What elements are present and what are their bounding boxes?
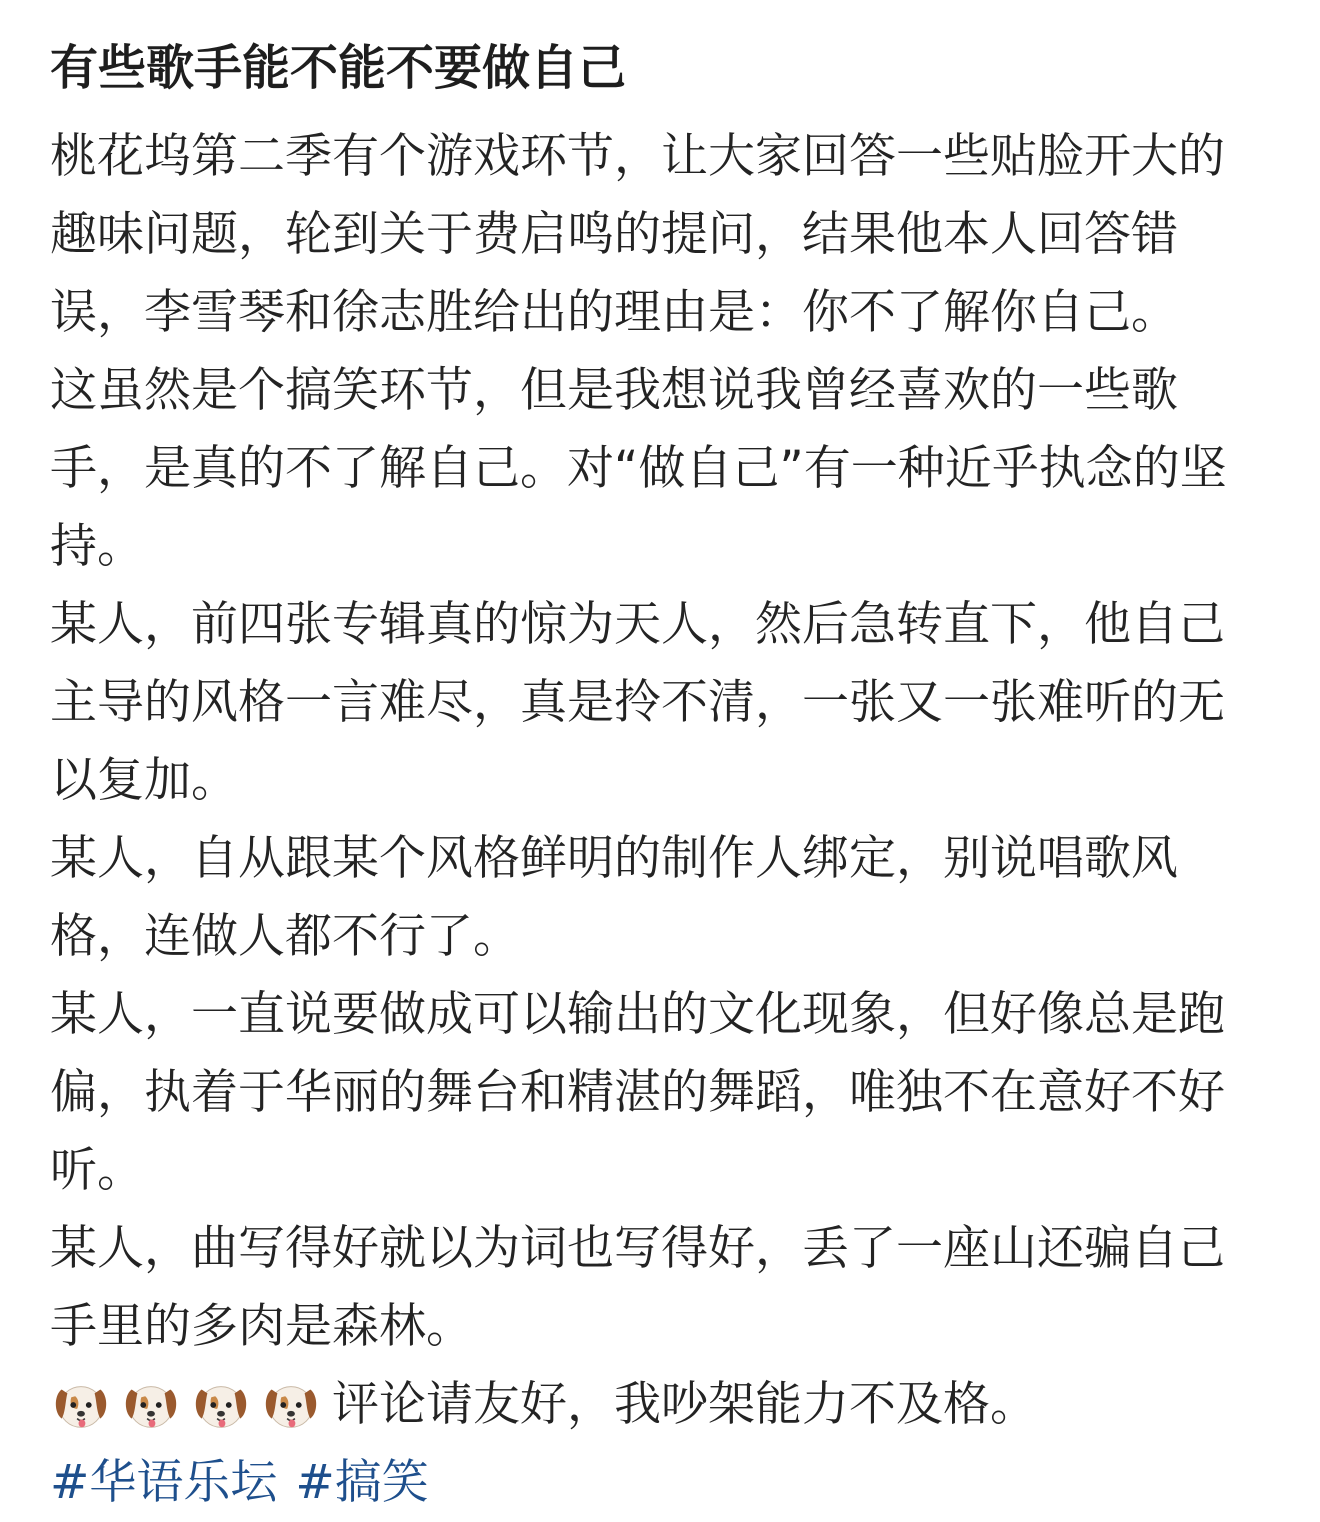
paragraph-example-3: 某人，一直说要做成可以输出的文化现象，但好像总是跑偏，执着于华丽的舞台和精湛的舞蹈，唯独不在意好不好听。 — [50, 987, 1225, 1198]
paragraph-example-4: 某人，曲写得好就以为词也写得好，丢了一座山还骗自己手里的多肉是森林。 — [50, 1221, 1225, 1354]
closing-line — [50, 1366, 1270, 1444]
post-body — [50, 118, 1270, 1522]
dog-face-icon — [50, 1374, 112, 1436]
hashtag-link[interactable]: #华语乐坛 — [50, 1455, 278, 1510]
post-title: 有些歌手能不能不要做自己 — [50, 40, 627, 96]
paragraph-example-2: 某人，自从跟某个风格鲜明的制作人绑定，别说唱歌风格，连做人都不行了。 — [50, 831, 1178, 964]
dog-face-icon — [190, 1374, 252, 1436]
paragraph-intro: 桃花坞第二季有个游戏环节，让大家回答一些贴脸开大的趣味问题，轮到关于费启鸣的提问，结果他本人回答错误，李雪琴和徐志胜给出的理由是：你不了解你自己。 — [50, 129, 1225, 340]
hashtag-link[interactable]: #搞笑 — [295, 1455, 429, 1510]
dog-face-icon — [260, 1374, 322, 1436]
closing-text: 评论请友好，我吵架能力不及格。 — [332, 1377, 1037, 1432]
paragraph-example-1: 某人，前四张专辑真的惊为天人，然后急转直下，他自己主导的风格一言难尽，真是拎不清，一张又一张难听的无以复加。 — [50, 597, 1225, 808]
dog-face-icon — [120, 1374, 182, 1436]
hashtag-row — [50, 1444, 1270, 1522]
paragraph-thesis: 这虽然是个搞笑环节，但是我想说我曾经喜欢的一些歌手，是真的不了解自己。对“做自己”有一种近乎执念的坚持。 — [50, 363, 1227, 574]
